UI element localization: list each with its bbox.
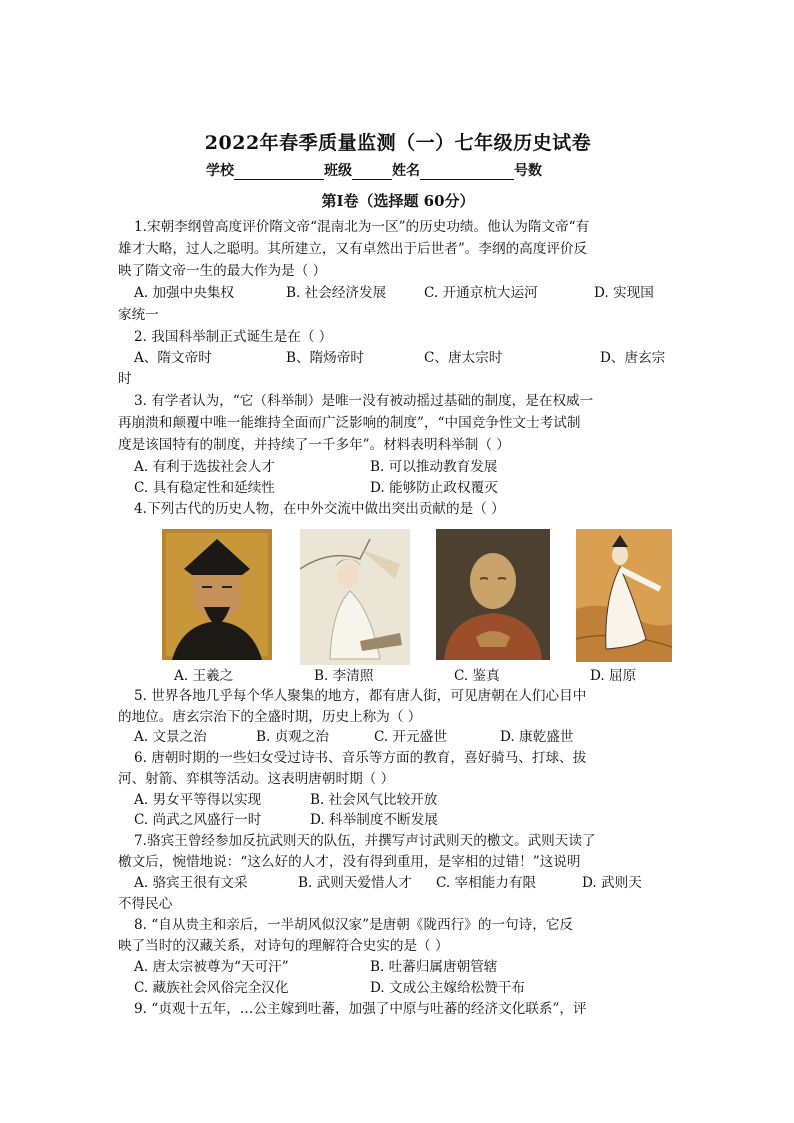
q2-option-c[interactable]: C、唐太宗时 (424, 350, 503, 366)
school-blank[interactable] (234, 165, 324, 180)
li-qingzhao-portrait (300, 529, 410, 665)
q7-option-d[interactable]: D. 武则天 (582, 875, 642, 891)
q1-option-a[interactable]: A. 加强中央集权 (134, 285, 235, 301)
q3-line-2: 再崩溃和颠覆中唯一能维持全面而广泛影响的制度”，“中国竞争性文士考试制 (118, 415, 581, 431)
q3-line-1: 3. 有学者认为，“它（科举制）是唯一没有被动摇过基础的制度，是在权威一 (134, 393, 594, 409)
q7-option-d-cont: 不得民心 (118, 896, 173, 912)
q8-option-c[interactable]: C. 藏族社会风俗完全汉化 (134, 980, 289, 996)
q5-option-c[interactable]: C. 开元盛世 (374, 729, 447, 745)
q1-option-d-cont: 家统一 (118, 307, 159, 323)
q3-option-c[interactable]: C. 具有稳定性和延续性 (134, 480, 275, 496)
q6-option-a[interactable]: A. 男女平等得以实现 (134, 792, 262, 808)
q4-option-a[interactable]: A. 王羲之 (174, 668, 234, 684)
qu-yuan-portrait (576, 529, 672, 662)
q3-option-a[interactable]: A. 有利于选拔社会人才 (134, 459, 275, 475)
q8-option-d[interactable]: D. 文成公主嫁给松赞干布 (370, 980, 525, 996)
q7-line-2: 檄文后，惋惜地说：“这么好的人才，没有得到重用，是宰相的过错！”这说明 (118, 854, 581, 870)
name-label: 姓名 (392, 163, 420, 179)
q3-option-d[interactable]: D. 能够防止政权覆灭 (370, 480, 498, 496)
page-title: 2022年春季质量监测（一）七年级历史试卷 (204, 132, 592, 154)
q6-option-d[interactable]: D. 科举制度不断发展 (310, 812, 438, 828)
class-blank[interactable] (352, 165, 392, 180)
q1-line-3: 映了隋文帝一生的最大作为是（ ） (118, 263, 327, 279)
q6-option-c[interactable]: C. 尚武之风盛行一时 (134, 812, 262, 828)
q4-option-c[interactable]: C. 鉴真 (454, 668, 500, 684)
q1-line-1: 1.宋朝李纲曾高度评价隋文帝“混南北为一区”的历史功绩。他认为隋文帝“有 (134, 219, 590, 235)
q2-option-b[interactable]: B、隋炀帝时 (286, 350, 364, 366)
q2-option-d[interactable]: D、唐玄宗 (600, 350, 666, 366)
q6-line-1: 6. 唐朝时期的一些妇女受过诗书、音乐等方面的教育，喜好骑马、打球、拔 (134, 750, 587, 766)
name-blank[interactable] (420, 165, 514, 180)
q3-option-b[interactable]: B. 可以推动教育发展 (370, 459, 498, 475)
q7-option-a[interactable]: A. 骆宾王很有文采 (134, 875, 248, 891)
q8-option-a[interactable]: A. 唐太宗被尊为“天可汗” (134, 959, 289, 975)
q5-option-b[interactable]: B. 贞观之治 (256, 729, 330, 745)
number-label: 号数 (514, 163, 542, 179)
q7-option-c[interactable]: C. 宰相能力有限 (436, 875, 537, 891)
q5-option-a[interactable]: A. 文景之治 (134, 729, 207, 745)
q1-option-b[interactable]: B. 社会经济发展 (286, 285, 387, 301)
q8-line-2: 映了当时的汉藏关系，对诗句的理解符合史实的是（ ） (118, 938, 449, 954)
q9-line-1: 9. “贞观十五年，…公主嫁到吐蕃，加强了中原与吐蕃的经济文化联系”，评 (134, 1001, 587, 1017)
q8-option-b[interactable]: B. 吐蕃归属唐朝管辖 (370, 959, 498, 975)
q2-option-a[interactable]: A、隋文帝时 (134, 350, 212, 366)
q2-stem: 2. 我国科举制正式诞生是在（ ） (134, 329, 333, 345)
q1-line-2: 雄才大略，过人之聪明。其所建立，又有卓然出于后世者”。李纲的高度评价反 (118, 241, 588, 257)
q6-option-b[interactable]: B. 社会风气比较开放 (310, 792, 438, 808)
student-info-line (206, 160, 542, 180)
class-label: 班级 (324, 163, 352, 179)
school-label: 学校 (206, 163, 234, 179)
q5-line-1: 5. 世界各地几乎每个华人聚集的地方，都有唐人街，可见唐朝在人们心目中 (134, 688, 587, 704)
q1-option-d[interactable]: D. 实现国 (594, 285, 654, 301)
q5-option-d[interactable]: D. 康乾盛世 (500, 729, 574, 745)
q8-line-1: 8. “自从贵主和亲后，一半胡风似汉家”是唐朝《陇西行》的一句诗，它反 (134, 917, 574, 933)
q5-line-2: 的地位。唐玄宗治下的全盛时期，历史上称为（ ） (118, 709, 422, 725)
jianzhen-portrait (436, 529, 550, 660)
q7-option-b[interactable]: B. 武则天爱惜人才 (298, 875, 412, 891)
q7-line-1: 7.骆宾王曾经参加反抗武则天的队伍，并撰写声讨武则天的檄文。武则天读了 (134, 833, 596, 849)
q1-option-c[interactable]: C. 开通京杭大运河 (424, 285, 538, 301)
q2-option-d-cont: 时 (118, 371, 132, 387)
q4-stem: 4.下列古代的历史人物，在中外交流中做出突出贡献的是（ ） (134, 501, 505, 517)
q3-line-3: 度是该国特有的制度，并持续了一千多年”。材料表明科举制（ ） (118, 437, 510, 453)
q4-option-b[interactable]: B. 李清照 (314, 668, 374, 684)
q6-line-2: 河、射箭、弈棋等活动。这表明唐朝时期（ ） (118, 771, 395, 787)
q4-option-d[interactable]: D. 屈原 (590, 668, 637, 684)
section-heading: 第Ⅰ卷（选择题 60分） (321, 192, 475, 210)
wang-xizhi-portrait (162, 529, 272, 660)
